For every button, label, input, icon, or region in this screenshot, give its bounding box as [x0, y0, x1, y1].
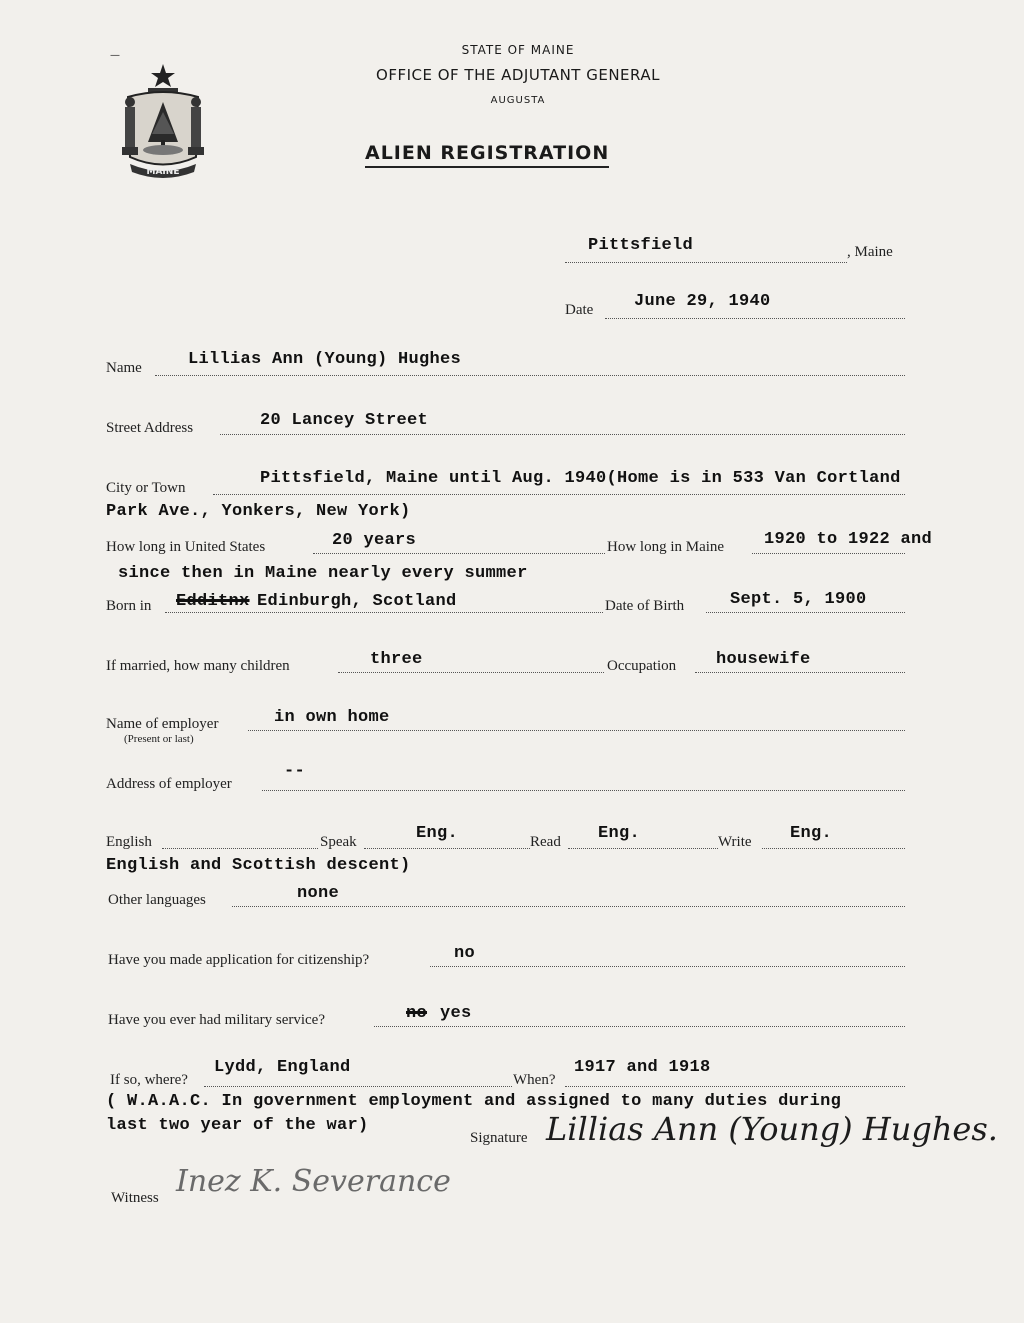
name-label: Name: [106, 360, 142, 376]
street-label: Street Address: [106, 420, 194, 436]
employer-label: Name of employer: [106, 716, 219, 732]
us-duration-label: How long in United States: [106, 539, 266, 555]
date-label: Date: [565, 302, 594, 318]
city-continuation: Park Ave., Yonkers, New York): [106, 502, 411, 521]
other-languages-label: Other languages: [108, 892, 206, 908]
remarks-line-1: ( W.A.A.C. In government employment and assigned to many duties during: [106, 1092, 842, 1111]
form-title: ALIEN REGISTRATION: [365, 142, 609, 168]
military-label: Have you ever had military service?: [108, 1012, 325, 1028]
dob-value: Sept. 5, 1900: [730, 590, 867, 609]
speak-label: Speak: [320, 834, 357, 850]
occupation-value: housewife: [716, 650, 811, 669]
read-value: Eng.: [598, 824, 641, 843]
place-value: Pittsfield: [588, 236, 694, 255]
where-label: If so, where?: [110, 1072, 188, 1088]
signature-label: Signature: [470, 1130, 528, 1146]
born-struck-text: Edditnx: [176, 592, 250, 611]
when-label: When?: [513, 1072, 556, 1088]
office-heading: OFFICE OF THE ADJUTANT GENERAL: [376, 66, 660, 84]
employer-address-value: --: [284, 762, 306, 781]
city-label: City or Town: [106, 480, 186, 496]
where-value: Lydd, England: [214, 1058, 351, 1077]
employer-value: in own home: [274, 708, 390, 727]
maine-duration-value: 1920 to 1922 and: [764, 530, 933, 549]
children-label: If married, how many children: [106, 658, 290, 674]
when-value: 1917 and 1918: [574, 1058, 711, 1077]
born-value: Edinburgh, Scotland: [257, 592, 457, 611]
city-value: Pittsfield, Maine until Aug. 1940(Home is in 533 Van Cortland: [260, 469, 901, 488]
svg-text:—: —: [110, 52, 120, 61]
other-languages-value: none: [297, 884, 340, 903]
citizenship-value: no: [454, 944, 476, 963]
seal-banner-text: MAINE: [146, 167, 180, 177]
employer-sublabel: (Present or last): [124, 733, 194, 745]
write-value: Eng.: [790, 824, 833, 843]
english-label: English: [106, 834, 152, 850]
witness-signature: Inez K. Severance: [176, 1164, 451, 1199]
street-value: 20 Lancey Street: [260, 411, 429, 430]
remarks-line-2: last two year of the war): [106, 1116, 369, 1135]
signature-value: Lillias Ann (Young) Hughes.: [546, 1110, 998, 1148]
dob-label: Date of Birth: [605, 598, 685, 614]
military-value: yes: [440, 1004, 472, 1023]
city-heading: AUGUSTA: [490, 95, 546, 106]
name-value: Lillias Ann (Young) Hughes: [188, 350, 462, 369]
write-label: Write: [718, 834, 752, 850]
maine-duration-label: How long in Maine: [607, 539, 725, 555]
speak-value: Eng.: [416, 824, 459, 843]
read-label: Read: [530, 834, 561, 850]
date-value: June 29, 1940: [634, 292, 771, 311]
maine-duration-continuation: since then in Maine nearly every summer: [118, 564, 528, 583]
us-duration-value: 20 years: [332, 531, 417, 550]
state-heading: STATE OF MAINE: [461, 43, 575, 57]
witness-label: Witness: [111, 1190, 159, 1206]
english-continuation: English and Scottish descent): [106, 856, 411, 875]
citizenship-label: Have you made application for citizenship?: [108, 952, 370, 968]
place-suffix: , Maine: [847, 244, 893, 260]
children-value: three: [370, 650, 423, 669]
employer-address-label: Address of employer: [106, 776, 232, 792]
military-struck-text: no: [406, 1004, 428, 1023]
occupation-label: Occupation: [607, 658, 677, 674]
born-label: Born in: [106, 598, 152, 614]
